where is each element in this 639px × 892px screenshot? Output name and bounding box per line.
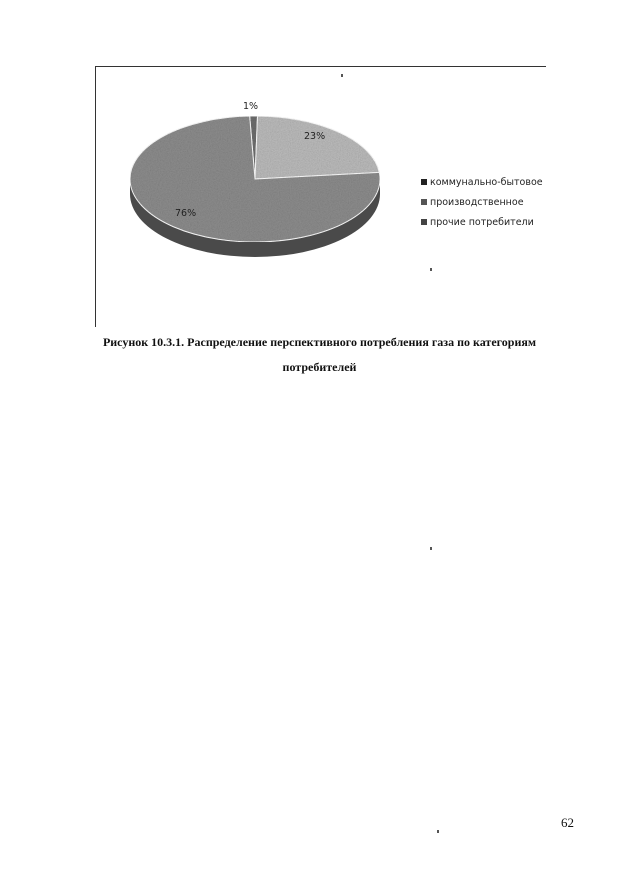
- legend-swatch: [421, 179, 427, 185]
- figure-caption-continuation: потребителей: [282, 360, 357, 374]
- scan-speck: [430, 268, 432, 271]
- legend-label: прочие потребители: [430, 216, 534, 228]
- legend-item: [421, 172, 543, 192]
- scan-speck: [430, 547, 432, 550]
- legend-swatch: [421, 199, 427, 205]
- legend-label: коммунально-бытовое: [430, 176, 543, 188]
- legend-label: производственное: [430, 196, 524, 208]
- pie-slice-proizvodstvennoe: [255, 116, 379, 179]
- data-label-proizvodstvennoe: 23%: [304, 131, 326, 142]
- figure-caption: Рисунок 10.3.1. Распределение перспективного потребления газа по категориям: [102, 335, 537, 349]
- data-label-kommunalno: 76%: [175, 208, 197, 219]
- page-number: 62: [561, 815, 574, 830]
- scan-speck: [437, 830, 439, 833]
- chart-legend: [421, 172, 543, 232]
- data-label-prochie: 1%: [243, 101, 259, 112]
- legend-item: [421, 212, 543, 232]
- legend-swatch: [421, 219, 427, 225]
- scan-speck: [341, 74, 343, 77]
- legend-item: [421, 192, 543, 212]
